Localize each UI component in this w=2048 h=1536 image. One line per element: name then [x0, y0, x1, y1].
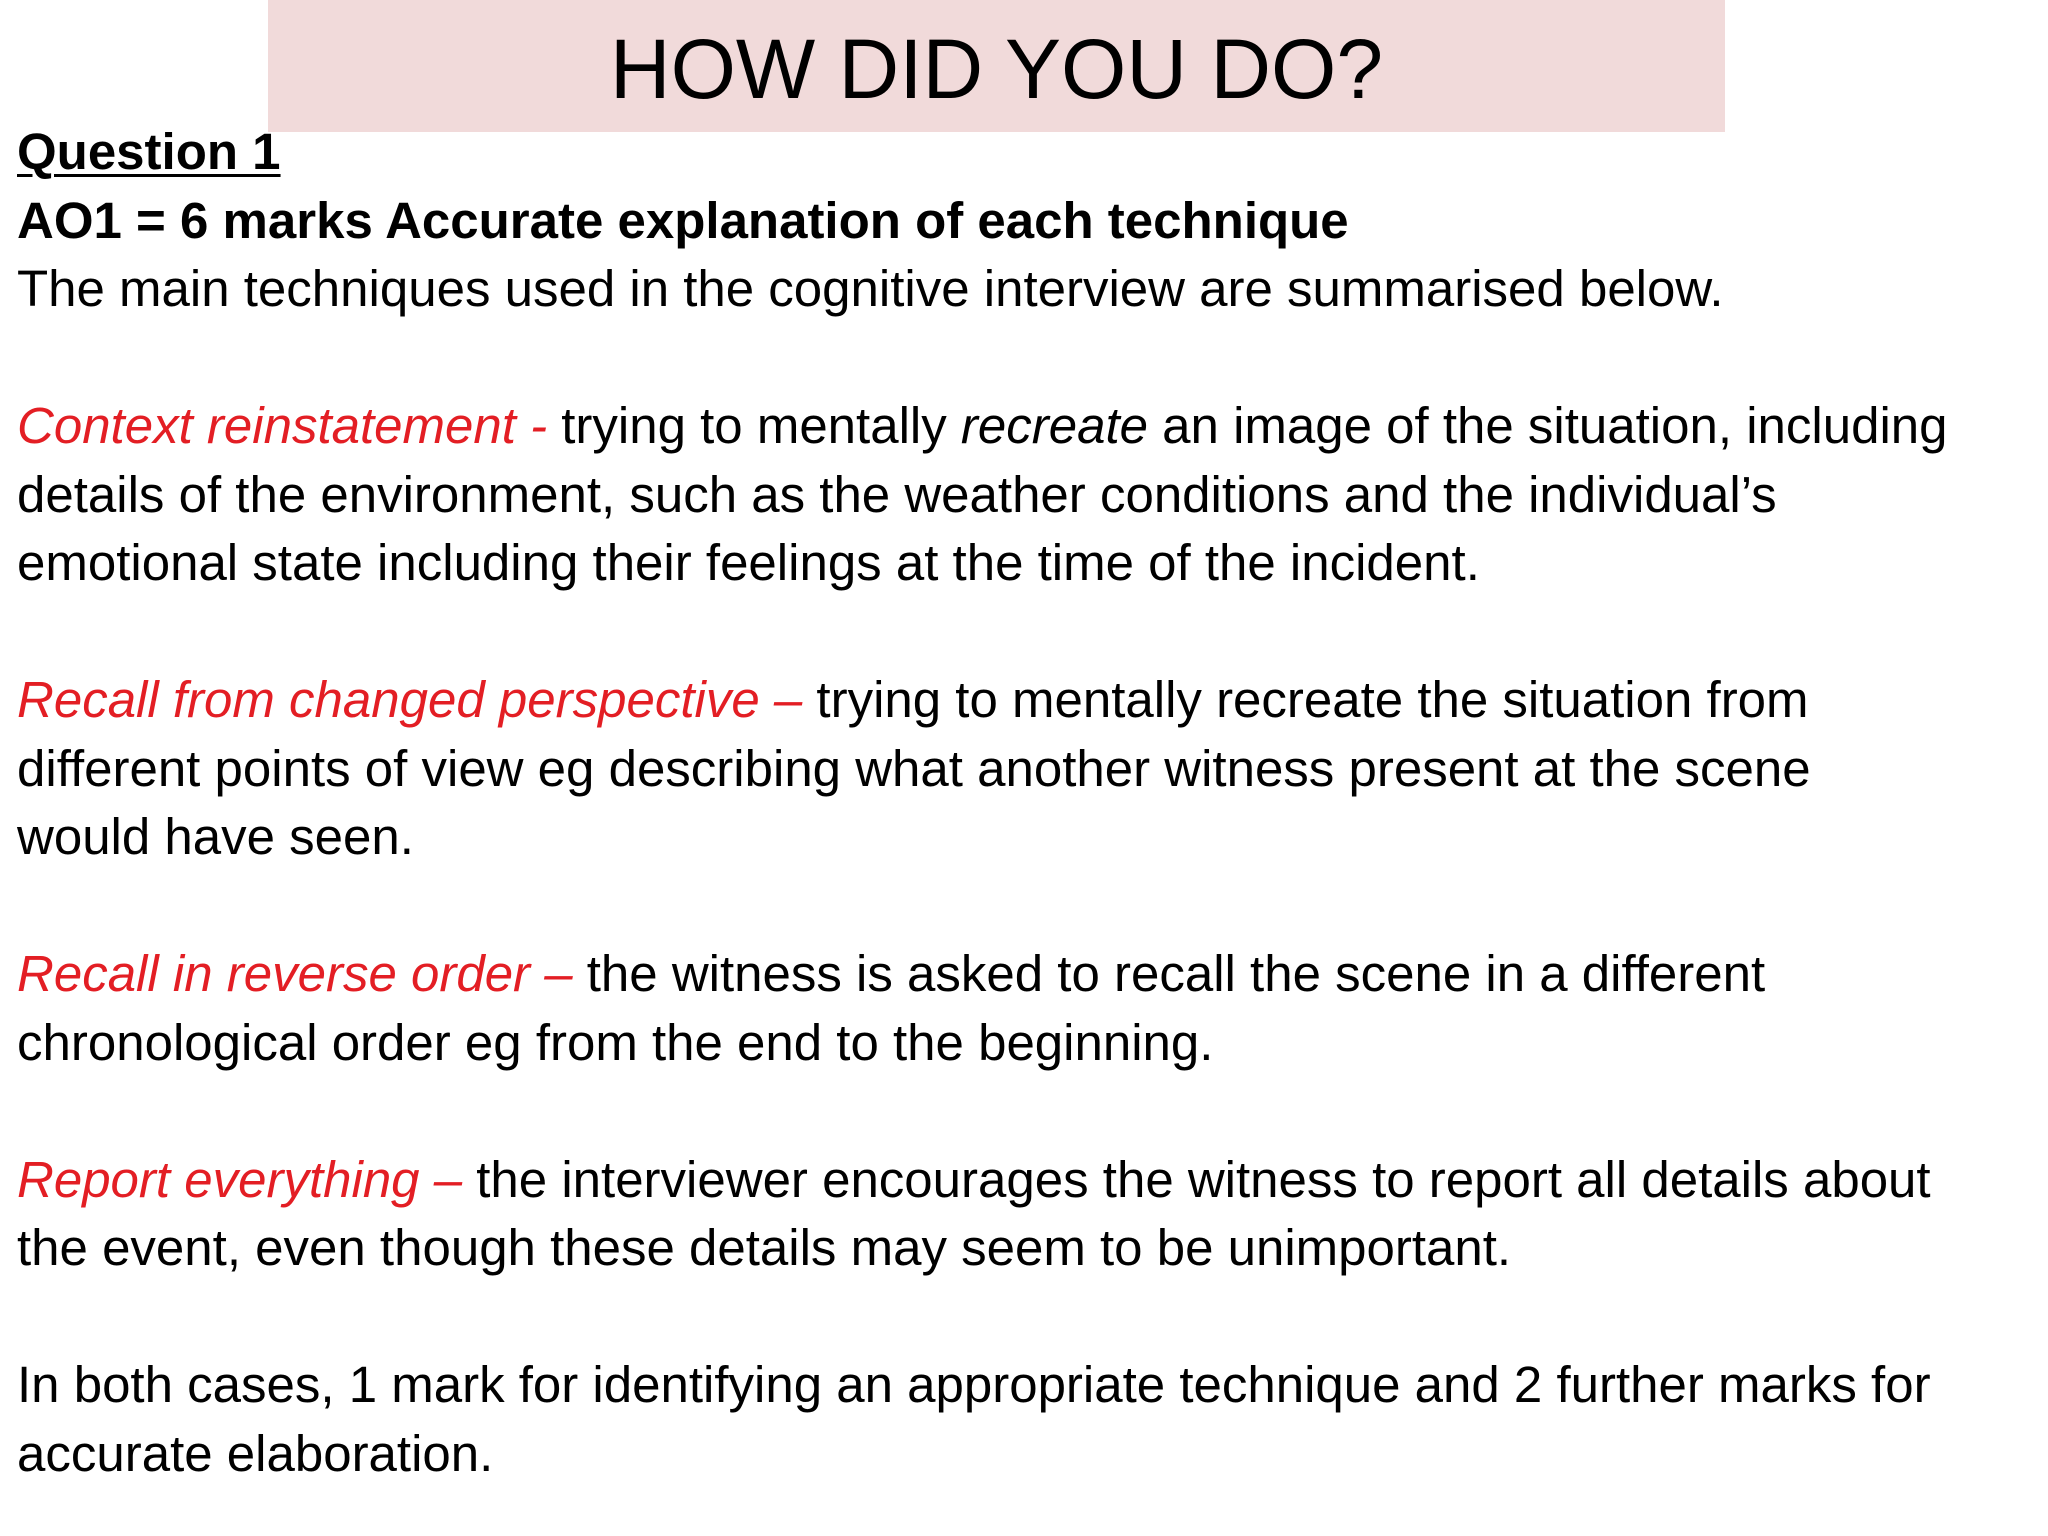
technique-text: would have seen.	[17, 808, 414, 865]
technique-term: Context reinstatement -	[17, 397, 548, 454]
technique-text: the event, even though these details may seem to be unimportant.	[17, 1219, 1512, 1276]
technique-term: Report everything –	[17, 1150, 463, 1208]
closing-text: In both cases, 1 mark for identifying an appropriate technique and 2 further marks for	[17, 1356, 1931, 1413]
spacer	[17, 872, 2037, 941]
technique-term: Recall from changed perspective –	[17, 671, 803, 728]
technique-text: the witness is asked to recall the scene in a different	[572, 945, 1766, 1002]
technique-context-reinstatement	[17, 392, 2037, 598]
technique-changed-perspective	[17, 666, 2037, 872]
technique-text: different points of view eg describing what another witness present at the scene	[17, 739, 1811, 797]
spacer	[17, 1077, 2037, 1146]
intro-text: The main techniques used in the cognitive interview are summarised below.	[17, 260, 1724, 317]
closing-note	[17, 1351, 2037, 1488]
technique-text: trying to mentally recreate the situation from	[802, 671, 1809, 728]
technique-emphasis: recreate	[960, 397, 1148, 454]
technique-text: emotional state including their feelings at the time of the incident.	[17, 534, 1480, 591]
page-title: HOW DID YOU DO?	[609, 21, 1384, 116]
technique-text: the interviewer encourages the witness to report all details about	[462, 1150, 1931, 1208]
technique-text: trying to mentally	[547, 397, 961, 454]
technique-reverse-order	[17, 940, 2037, 1077]
title-banner	[268, 0, 1725, 132]
spacer	[17, 1283, 2037, 1352]
ao-heading: AO1 = 6 marks Accurate explanation of each technique	[17, 191, 1349, 249]
technique-text: chronological order eg from the end to the beginning.	[17, 1013, 1214, 1071]
closing-text: accurate elaboration.	[17, 1424, 494, 1482]
technique-report-everything	[17, 1146, 2037, 1283]
technique-text: an image of the situation, including	[1148, 397, 1948, 454]
technique-term: Recall in reverse order –	[17, 945, 573, 1002]
technique-text: details of the environment, such as the weather conditions and the individual’s	[17, 465, 1777, 523]
spacer	[17, 324, 2037, 393]
spacer	[17, 598, 2037, 667]
answer-content	[17, 118, 2037, 1488]
question-heading: Question 1	[17, 123, 281, 180]
